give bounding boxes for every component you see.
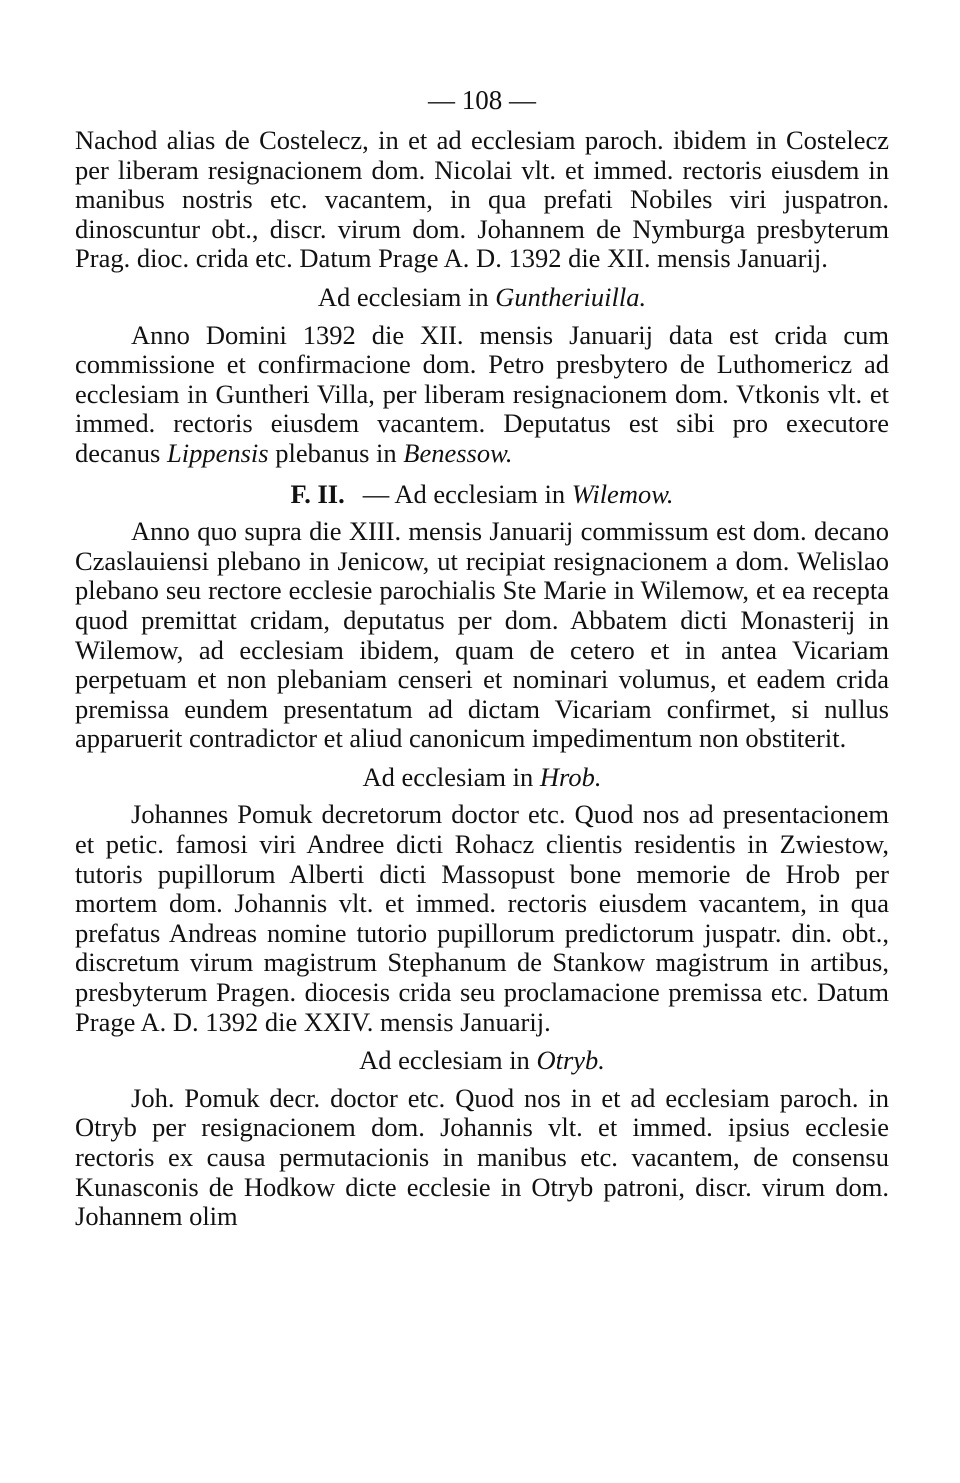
page-number: — 108 — [428,85,536,115]
paragraph-nachod: Nachod alias de Costelecz, in et ad ecclesiam paroch. ibidem in Costelecz per liberam resignacionem dom. Nicolai vlt. et immed. rectoris eiusdem in manibus nostris etc. vacantem, in qua prefati Nobiles viri juspatron. dinoscuntur obt., discr. virum dom. Johannem de Nymburga presbyterum Prag. dioc. crida etc. Datum Prage A. D. 1392 die XII. mensis Januarij. [75,125,889,274]
paragraph-otryb: Joh. Pomuk decr. doctor etc. Quod nos in et ad ecclesiam paroch. in Otryb per resignacionem dom. Johannis vlt. et immed. ipsius ecclesie rectoris ex causa permutacionis in manibus etc. vacantem, de consensu Kunasconis de Hodkow dicte ecclesie in Otryb patroni, discr. virum dom. Johannem olim [75,1082,889,1232]
heading-prefix: Ad ecclesiam in [317,281,496,312]
heading-prefix: Ad ecclesiam in [362,761,540,792]
place-name-italic: Lippensis [166,437,269,468]
heading-place: Guntheriuilla. [495,281,647,312]
paragraph-text: plebanus in [268,437,404,468]
heading-place: Wilemow. [571,478,674,509]
section-heading-wilemow [75,480,889,510]
paragraph-hrob: Johannes Pomuk decretorum doctor etc. Quod nos ad presentacionem et petic. famosi viri Andree dicti Rohacz clientis residentis in Zwiestow, tutoris pupillorum Alberti dicti Massopust bone memorie de Hrob per mortem dom. Johannis vlt. et immed. rectoris eiusdem vacantem, in qua prefatus Andreas nomine tutorio pupillorum predictorum juspatr. din. obt., discretum virum magistrum Stephanum de Stankow magistrum in artibus, presbyterum Pragen. diocesis crida seu proclamacione premissa etc. Datum Prage A. D. 1392 die XXIV. mensis Januarij. [75,799,889,1037]
section-heading-hrob [75,763,889,793]
place-name-italic: Benessow. [403,437,513,468]
document-page [75,85,889,1232]
section-sigil: F. II. [290,478,345,509]
heading-prefix: — Ad ecclesiam in [362,478,572,509]
heading-place: Otryb. [536,1045,605,1076]
paragraph-text: Anno Domini 1392 die XII. mensis Januarij data est crida cum commissione et confirmacione dom. Petro presbytero de Luthomericz ad ecclesiam in Guntheri Villa, per liberam resignacionem dom. Vtkonis vlt. et immed. rectoris eiusdem vacantem. Deputatus est sibi pro executore decanus [75,319,889,468]
paragraph-wilemow: Anno quo supra die XIII. mensis Januarij commissum est dom. decano Czaslauiensi plebano in Jenicow, ut recipiat resignacionem a dom. Welislao plebano seu rectore ecclesie parochialis Ste Marie in Wilemow, et ea recepta quod premittat cridam, deputatus per dom. Abbatem dicti Monasterij in Wilemow, ad ecclesiam ibidem, quam de cetero et in antea Vicariam perpetuam et non plebaniam censeri et nominari volumus, et eadem crida premissa eundem presentatum ad dictam Vicariam confirmet, si nullus apparuerit contradictor et aliud canonicum impedimentum non obstiterit. [75,516,889,754]
heading-prefix: Ad ecclesiam in [359,1045,537,1076]
heading-place: Hrob. [539,761,602,792]
section-heading-guntheriuilla [75,283,889,313]
paragraph-guntheriuilla [75,321,889,469]
section-heading-otryb [75,1046,889,1076]
